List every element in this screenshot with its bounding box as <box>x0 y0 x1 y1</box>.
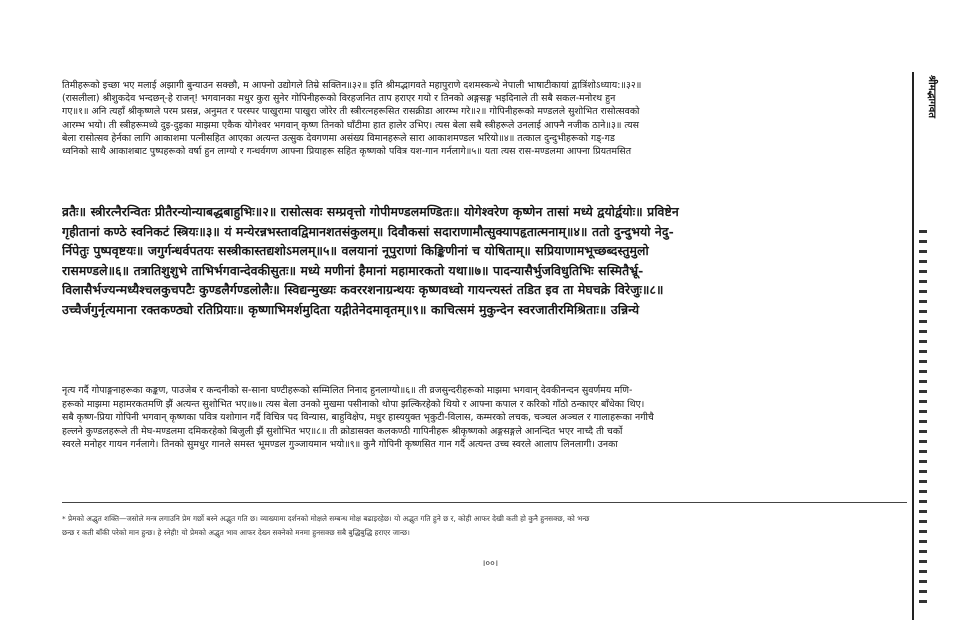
prose-line: हल्लने कुण्डलहरूले ती मेघ-मण्डलमा दमिकरहेको बिजुली झैं सुशोभित भए॥८॥ ती क्रोडासक्त कलकण्ठी गापिनीहरू श्रीकृष्णको अङ्गसङ्गले आनन्दित भएर नाच्दै ती चर्को <box>62 425 623 437</box>
verse-line: र्निपेतुः पुष्पवृष्टयः॥ जगुर्गन्धर्वपतयः सस्त्रीकास्तद्यशोऽमलम्॥५॥ वलयानां नूपुराणां किङ्किणीनां च योषिताम्॥ सप्रियाणामभूच्छब्दस्तुमुलो <box>62 243 649 259</box>
prose-line: ध्वनिको साथै आकाशबाट पुष्पहरूको वर्षा हुन लाग्यो र गन्धर्वगण आफ्ना प्रियाहरू सहित कृष्णको पवित्र यश-गान गर्नलागे॥५॥ यता त्यस रास-मण्डलमा आफ्ना प्रियतमसित <box>62 145 632 157</box>
prose-line: सबै कृष्ण-प्रिया गोपिनी भगवान् कृष्णका पवित्र यशोगान गर्दै विचित्र पद विन्यास, बाहुविक्षेप, मधुर हास्ययुक्त भृकुटी-विलास, कम्मरको लचक, चञ्चल अञ्चल र गालाहरूका नगीचै <box>62 412 654 424</box>
sanskrit-verse-block <box>62 202 907 320</box>
verse-line: रासमण्डले॥६॥ तत्रातिशुशुभे ताभिर्भगवान्देवकीसुतः॥ मध्ये मणीनां हैमानां महामारकतो यथा॥७॥ पादन्यासैर्भुजविधुतिभिः सस्मितैर्भ्रू- <box>62 262 644 278</box>
verse-line: विलासैर्भज्यन्मध्यैश्चलकुचपटैः कुण्डलैर्गण्डलोलैः॥ स्विद्यन्मुख्यः कवररशनाग्रन्थयः कृष्णवध्वो गायन्त्यस्तं तडित इव ता मेघचक्रे विरेजुः॥८॥ <box>62 282 664 298</box>
verse-line: उच्चैर्जगुर्नृत्यमाना रक्तकण्ठ्यो रतिप्रियाः॥ कृष्णाभिमर्शमुदिता यद्गीतेनेदमावृतम्॥९॥ काचित्समं मुकुन्देन स्वरजातीरमिश्रिताः॥ उन्निन्ये <box>62 301 640 317</box>
page-number: ।००। <box>482 559 499 569</box>
running-title: श्रीमद्भागवत <box>926 75 937 119</box>
prose-line: आरम्भ भयो। ती स्त्रीहरूमध्ये दुइ-दुइका माझमा एकैक योगेश्वर भगवान् कृष्ण तिनको घाँटीमा हात हालेर उभिए। त्यस बेला सबै स्त्रीहरूले उनलाई आफ्नै नजीक ठाने॥३॥ त्यस <box>62 119 639 131</box>
prose-top-block <box>62 79 907 158</box>
verse-line: गृहीतानां कण्ठे स्वनिकटं स्त्रियः॥३॥ यं मन्येरन्नभस्तावद्विमानशतसंकुलम्॥ दिवौकसां सदाराणामौत्सुक्यापहृतात्मनाम्॥४॥ ततो दुन्दुभयो नेदु- <box>62 223 674 239</box>
prose-line: स्वरले मनोहर गायन गर्नलागे। तिनको सुमधुर गानले समस्त भूमण्डल गुञ्जायमान भयो॥९॥ कुनै गोपिनी कृष्णसित गान गर्दै अत्यन्त उच्च स्वरले आलाप लिनलागी। उनका <box>62 439 618 451</box>
verse-line: व्रतैः॥ स्त्रीरत्नैरन्वितः प्रीतैरन्योन्याबद्धबाहुभिः॥२॥ रासोत्सवः सम्प्रवृत्तो गोपीमण्डलमण्डितः॥ योगेश्वरेण कृष्णेन तासां मध्ये द्वयोर्द्वयोः॥ प्रविष्टेन <box>62 204 679 219</box>
prose-line: गए॥१॥ अनि त्यहाँ श्रीकृष्णले परम प्रसन्न, अनुमत र परस्पर पाखुरामा पाखुरा जोरेर ती स्त्रीरत्नहरूसित रासक्रीडा आरम्भ गरे॥२॥ गोपिनीहरूको मण्डलले सुशोभित रासोत्सवको <box>62 106 640 118</box>
prose-line: तिमीहरूको इच्छा भए मलाई अझागी बुन्याउन सक्छौ, म आफ्नो उद्योगले तिम्रे सक्तिन॥३२॥ इति श्रीमद्भागवते महापुराणे दशमस्कन्धे नेपाली भाषाटीकायां द्वात्रिंशोऽध्याय:॥३२॥ <box>62 80 642 91</box>
footnote-divider <box>62 502 907 503</box>
prose-line: हरूको माझमा महामरकतमणि झैं अत्यन्त सुशोभित भए॥७॥ त्यस बेला उनको मुखमा पसीनाको थोपा झल्किरहेको थियो र आफ्ना कपाल र करिको गाँठो ठन्काएर बाँधेका थिए। <box>62 398 645 410</box>
prose-line: बेला रासोत्सव हेर्नका लागि आकाशमा पत्नीसहित आएका अत्यन्त उत्सुक देवगणमा असंख्य विमानहरूले सारा आकाशमण्डल भरियो॥४॥ तत्काल दुन्दुभीहरूको गड्-गड <box>62 132 615 144</box>
prose-line: नृत्य गर्दै गोपाङ्गनाहरूका कङ्कण, पाउजेब र कन्दनीको स-साना घण्टीहरूको सम्मिलित निनाद हुनलाग्यो॥६॥ ती व्रजसुन्दरीहरूको माझमा भगवान् देवकीनन्दन सुवर्णमय मणि- <box>62 385 633 396</box>
footnote-line: * प्रेमको अद्भुत शक्ति—जसोले मन्त्र लगाउनि प्रेम गर्छो बस्ने अद्भुत गति छ। व्याख्यामा दर्शनको मोक्षले सम्बन्ध मोक्ष बढाइरहेछ। यो अद्भुत गति हुने छ र, कोही आफर देखी कती हो कुनै हुनसक्छ, को भन्छ <box>62 514 590 523</box>
prose-bottom-block <box>62 384 907 452</box>
margin-rule <box>912 72 914 620</box>
prose-line: (रासलीला) श्रीशुकदेव भन्दछन्-हे राजन्! भगवानका मधुर कुरा सुनेर गोपिनीहरूको विरहजनित ताप हराएर गयो र तिनको अङ्गसङ्ग भइदिनाले ती सबै सकल-मनोरथ हुन <box>62 93 616 105</box>
footnote-line: छन्छ र कती बाँकी परेको मान हुन्छ। हे स्नेही! यो प्रेमको अद्भुत भाव आफर देख्न सक्नेको मनमा हुनसक्छ सबै बुद्धिबुद्धि हराएर जान्छ। <box>62 528 410 537</box>
footnote-block <box>62 512 907 540</box>
margin-ornament <box>919 230 927 610</box>
